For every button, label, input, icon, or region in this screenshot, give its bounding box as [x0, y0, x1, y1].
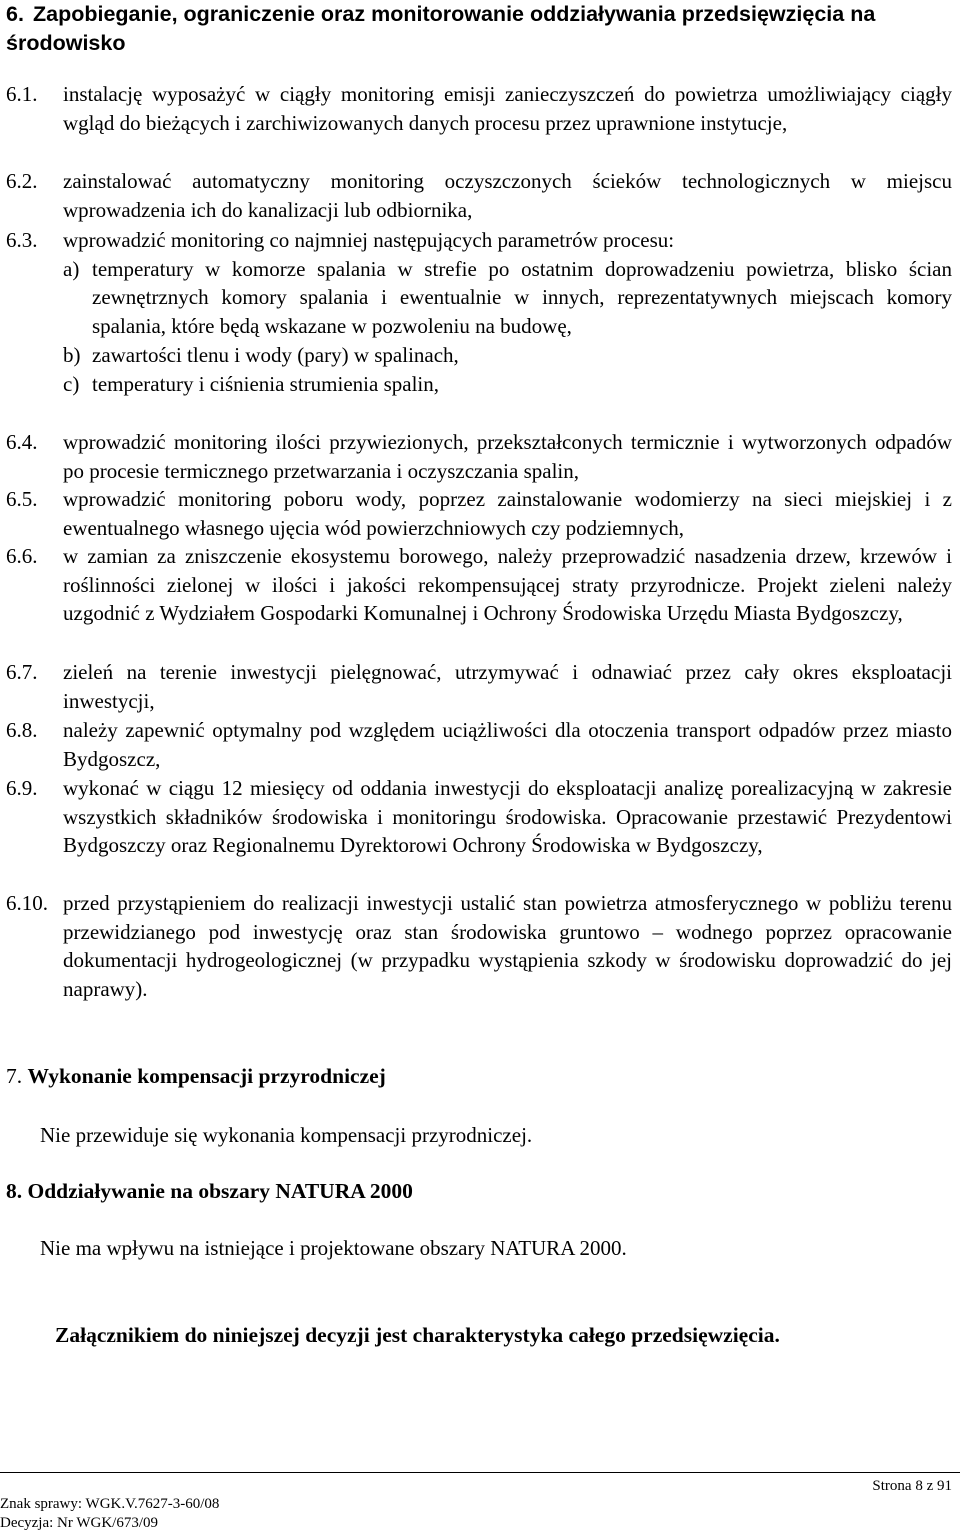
section-8-heading: [6, 1177, 413, 1205]
list-item-6-5: [6, 485, 952, 542]
section-7-body: Nie przewiduje się wykonania kompensacji przyrodniczej.: [40, 1123, 533, 1147]
section-6-title-line1: Zapobieganie, ograniczenie oraz monitorowanie oddziaływania przedsięwzięcia na: [33, 2, 876, 26]
item-number: 6.2.: [6, 169, 38, 193]
item-number: 6.10.: [6, 891, 48, 915]
footer-divider: [0, 1472, 960, 1473]
list-item-6-10: [6, 889, 952, 1004]
item-number: 6.8.: [6, 718, 38, 742]
sub-list: [63, 255, 952, 399]
section-8-body: Nie ma wpływu na istniejące i projektowane obszary NATURA 2000.: [40, 1236, 627, 1260]
sub-item-b: [63, 341, 952, 370]
item-text: wprowadzić monitoring co najmniej następujących parametrów procesu:: [63, 228, 675, 252]
list-item-6-4: [6, 428, 952, 485]
sub-item-letter: b): [63, 342, 81, 367]
item-number: 6.7.: [6, 660, 38, 684]
item-number: 6.9.: [6, 776, 38, 800]
section-7-heading: [6, 1062, 386, 1090]
section-6-heading: [6, 0, 951, 58]
list-item-6-8: [6, 716, 952, 773]
section-6-title-line2: środowisko: [6, 31, 126, 55]
sub-item-a: [63, 255, 952, 341]
page-number: Strona 8 z 91: [872, 1478, 952, 1494]
item-number: 6.3.: [6, 228, 38, 252]
list-item-6-1: [6, 80, 952, 137]
item-text: zainstalować automatyczny monitoring oczyszczonych ścieków technologicznych w miejscu wprowadzenia ich do kanalizacji lub odbiornika,: [63, 169, 952, 222]
item-number: 6.6.: [6, 544, 38, 568]
list-item-6-2: [6, 167, 952, 224]
section-6-number: 6.: [6, 2, 24, 26]
sub-item-c: [63, 370, 952, 399]
sub-item-text: zawartości tlenu i wody (pary) w spalinach,: [92, 342, 459, 367]
sub-item-text: temperatury i ciśnienia strumienia spalin,: [92, 371, 439, 396]
list-item-6-3: [6, 226, 952, 398]
section-7-title: Wykonanie kompensacji przyrodniczej: [27, 1064, 386, 1088]
list-item-6-6: [6, 542, 952, 628]
case-reference: Znak sprawy: WGK.V.7627-3-60/08: [0, 1496, 220, 1512]
sub-item-text: temperatury w komorze spalania w strefie po ostatnim doprowadzeniu powietrza, blisko ścian zewnętrznych komory spalania i ewentualnie w innych, reprezentatywnych miejscach komory spalania, które będą wskazane w pozwoleniu na budowę,: [92, 256, 952, 339]
sub-item-letter: c): [63, 371, 80, 396]
decision-reference: Decyzja: Nr WGK/673/09: [0, 1515, 159, 1531]
item-text: wprowadzić monitoring poboru wody, poprzez zainstalowanie wodomierzy na sieci miejskiej i z ewentualnego własnego ujęcia wód powierzchniowych czy podziemnych,: [63, 487, 952, 540]
item-text: wykonać w ciągu 12 miesięcy od oddania inwestycji do eksploatacji analizę porealizacyjną w zakresie wszystkich składników środowiska i monitoringu środowiska. Opracowanie przestawić Prezydentowi Bydgoszczy oraz Regionalnemu Dyrektorowi Ochrony Środowiska w Bydgoszczy,: [63, 776, 952, 858]
list-item-6-9: [6, 774, 952, 860]
section-8-number: 8.: [6, 1179, 23, 1203]
section-8-title: Oddziaływanie na obszary NATURA 2000: [27, 1179, 413, 1203]
item-text: przed przystąpieniem do realizacji inwestycji ustalić stan powietrza atmosferycznego w pobliżu terenu przewidzianego pod inwestycję oraz stan środowiska gruntowo – wodnego poprzez opracowanie dokumentacji hydrogeologicznej (w przypadku wystąpienia szkody w środowisku doprowadzić do jej naprawy).: [63, 891, 952, 1002]
item-number: 6.4.: [6, 430, 38, 454]
sub-item-letter: a): [63, 256, 80, 281]
list-item-6-7: [6, 658, 952, 715]
footer-references: [0, 1495, 219, 1533]
item-text: instalację wyposażyć w ciągły monitoring emisji zanieczyszczeń do powietrza umożliwiający ciągły wgląd do bieżących i zarchiwizowanych danych procesu przez uprawnione instytucje,: [63, 82, 952, 135]
item-text: należy zapewnić optymalny pod względem uciążliwości dla otoczenia transport odpadów przez miasto Bydgoszcz,: [63, 718, 952, 771]
item-number: 6.1.: [6, 82, 38, 106]
item-text: w zamian za zniszczenie ekosystemu borowego, należy przeprowadzić nasadzenia drzew, krzewów i roślinności zielonej w ilości i jakości rekompensującej straty przyrodnicze. Projekt zieleni należy uzgodnić z Wydziałem Gospodarki Komunalnej i Ochrony Środowiska Urzędu Miasta Bydgoszczy,: [63, 544, 952, 626]
item-text: wprowadzić monitoring ilości przywiezionych, przekształconych termicznie i wytworzonych odpadów po procesie termicznego przetwarzania i oczyszczania spalin,: [63, 430, 952, 483]
closing-statement: Załącznikiem do niniejszej decyzji jest charakterystyka całego przedsięwzięcia.: [55, 1323, 780, 1347]
item-number: 6.5.: [6, 487, 38, 511]
section-7-number: 7.: [6, 1064, 23, 1088]
item-text: zieleń na terenie inwestycji pielęgnować, utrzymywać i odnawiać przez cały okres eksploatacji inwestycji,: [63, 660, 952, 713]
